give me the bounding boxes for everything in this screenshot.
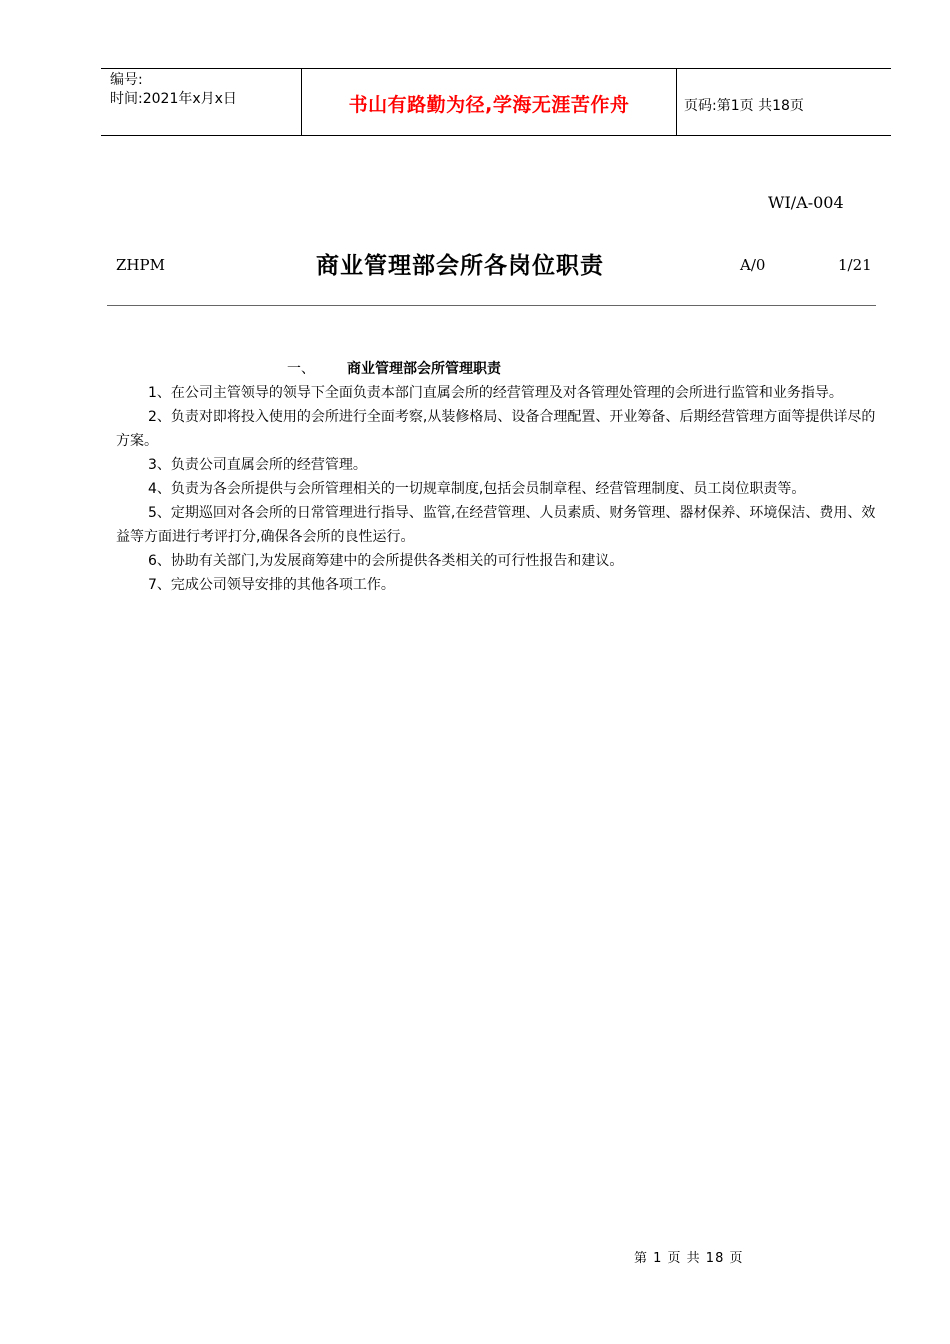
document-body bbox=[116, 381, 887, 597]
section-heading bbox=[287, 358, 501, 378]
title-rule bbox=[107, 305, 876, 306]
document-version: A/0 bbox=[740, 256, 766, 274]
footer-page-number: 第 1 页 共 18 页 bbox=[634, 1251, 744, 1266]
header-top-rule bbox=[101, 68, 891, 69]
header-number-label: 编号: bbox=[110, 72, 143, 88]
section-title: 商业管理部会所管理职责 bbox=[347, 361, 501, 377]
paragraph: 7、完成公司领导安排的其他各项工作。 bbox=[148, 577, 395, 593]
paragraph: 3、负责公司直属会所的经营管理。 bbox=[148, 457, 367, 473]
header-motto: 书山有路勤为径,学海无涯苦作舟 bbox=[348, 94, 630, 116]
company-code: ZHPM bbox=[116, 256, 165, 274]
paragraph: 4、负责为各会所提供与会所管理相关的一切规章制度,包括会员制章程、经营管理制度、员工岗位职责等。 bbox=[148, 481, 806, 497]
section-number: 一、 bbox=[287, 361, 315, 377]
paragraph: 2、负责对即将投入使用的会所进行全面考察,从装修格局、设备合理配置、开业筹备、后期经营管理方面等提供详尽的方案。 bbox=[116, 409, 876, 449]
paragraph: 5、定期巡回对各会所的日常管理进行指导、监管,在经营管理、人员素质、财务管理、器材保养、环境保洁、费用、效益等方面进行考评打分,确保各会所的良性运行。 bbox=[116, 505, 876, 545]
document-page-number: 1/21 bbox=[838, 256, 872, 274]
document-title: 商业管理部会所各岗位职责 bbox=[316, 253, 604, 279]
header-bottom-rule bbox=[101, 135, 891, 136]
paragraph: 1、在公司主管领导的领导下全面负责本部门直属会所的经营管理及对各管理处管理的会所进行监管和业务指导。 bbox=[148, 385, 843, 401]
paragraph: 6、协助有关部门,为发展商筹建中的会所提供各类相关的可行性报告和建议。 bbox=[148, 553, 624, 569]
header-time-label: 时间:2021年x月x日 bbox=[110, 91, 237, 107]
header-meta bbox=[110, 71, 237, 109]
header-page-info: 页码:第1页 共18页 bbox=[684, 98, 804, 114]
document-code: WI/A-004 bbox=[768, 193, 844, 212]
header-divider-right bbox=[676, 68, 677, 136]
